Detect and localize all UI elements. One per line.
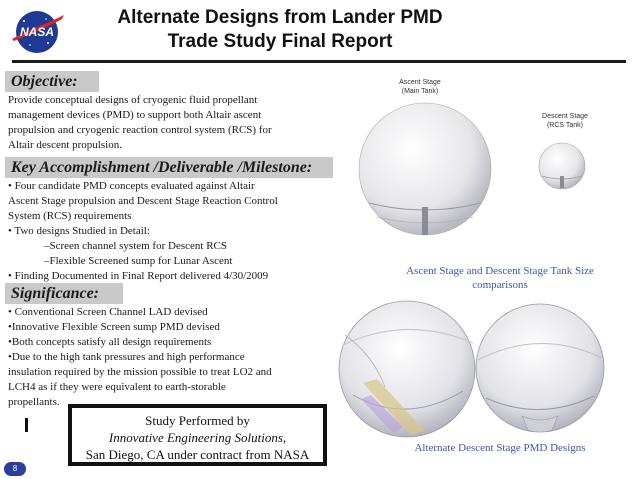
pmd-designs-caption: Alternate Descent Stage PMD Designs [414, 442, 586, 454]
descent-label-line: (RCS Tank) [546, 122, 584, 129]
caption-line: Ascent Stage and Descent Stage Tank Size [406, 265, 594, 277]
accomplishment-line: • Finding Documented in Final Report delivered 4/30/2009 [8, 270, 269, 282]
page-number-badge: 8 [4, 462, 26, 476]
objective-line: management devices (PMD) to support both Altair ascent [8, 109, 262, 121]
marker-bar [25, 418, 28, 432]
descent-label-line: Descent Stage [542, 113, 588, 120]
objective-line: Altair descent propulsion. [8, 139, 122, 151]
ascent-label-line: (Main Tank) [401, 88, 439, 95]
accomplishment-line: System (RCS) requirements [8, 210, 132, 222]
significance-heading: Significance: [5, 283, 123, 304]
descent-tank-label [525, 112, 605, 130]
accomplishment-line: • Four candidate PMD concepts evaluated against Altair [8, 180, 255, 192]
objective-heading: Objective: [5, 71, 99, 92]
accomplishment-line: –Flexible Screened sump for Lunar Ascent [44, 255, 233, 267]
study-line-2: Innovative Engineering Solutions, [108, 430, 287, 445]
ascent-label-line: Ascent Stage [399, 79, 441, 86]
accomplishment-line: –Screen channel system for Descent RCS [44, 240, 227, 252]
accomplishment-line: • Two designs Studied in Detail: [8, 225, 150, 237]
title-divider [12, 60, 626, 63]
descent-tank-image [535, 140, 589, 192]
caption-line: comparisons [472, 279, 528, 291]
significance-line: •Both concepts satisfy all design requirements [8, 336, 212, 348]
study-line-3: San Diego, CA under contract from NASA [85, 447, 310, 462]
accomplishment-line: Ascent Stage propulsion and Descent Stage Reaction Control [8, 195, 278, 207]
title-line-1: Alternate Designs from Lander PMD [117, 7, 443, 28]
page-title [60, 6, 500, 54]
ascent-tank-image [355, 95, 495, 243]
flexible-sump-pmd-image [472, 298, 608, 440]
study-line-1: Study Performed by [145, 413, 250, 428]
significance-line: LCH4 as if they were equivalent to earth-storable [8, 381, 226, 393]
significance-text [8, 305, 338, 410]
logo-text: NASA [19, 25, 55, 39]
accomplishment-heading: Key Accomplishment /Deliverable /Milestone: [5, 157, 333, 178]
tank-comparison-caption [370, 264, 630, 292]
ascent-tank-label [380, 78, 460, 96]
objective-line: Provide conceptual designs of cryogenic fluid propellant [8, 94, 258, 106]
significance-line: •Due to the high tank pressures and high performance [8, 351, 245, 363]
significance-line: propellants. [8, 396, 60, 408]
nasa-logo [8, 7, 66, 55]
title-line-2: Trade Study Final Report [167, 31, 393, 52]
objective-line: propulsion and cryogenic reaction control system (RCS) for [8, 124, 272, 136]
significance-line: insulation required by the mission possible to treat LO2 and [8, 366, 272, 378]
significance-line: • Conventional Screen Channel LAD devised [8, 306, 208, 318]
screen-channel-pmd-image [333, 295, 483, 443]
accomplishment-text [8, 179, 338, 284]
objective-text [8, 93, 338, 153]
significance-line: •Innovative Flexible Screen sump PMD devised [8, 321, 220, 333]
study-box [68, 404, 327, 466]
